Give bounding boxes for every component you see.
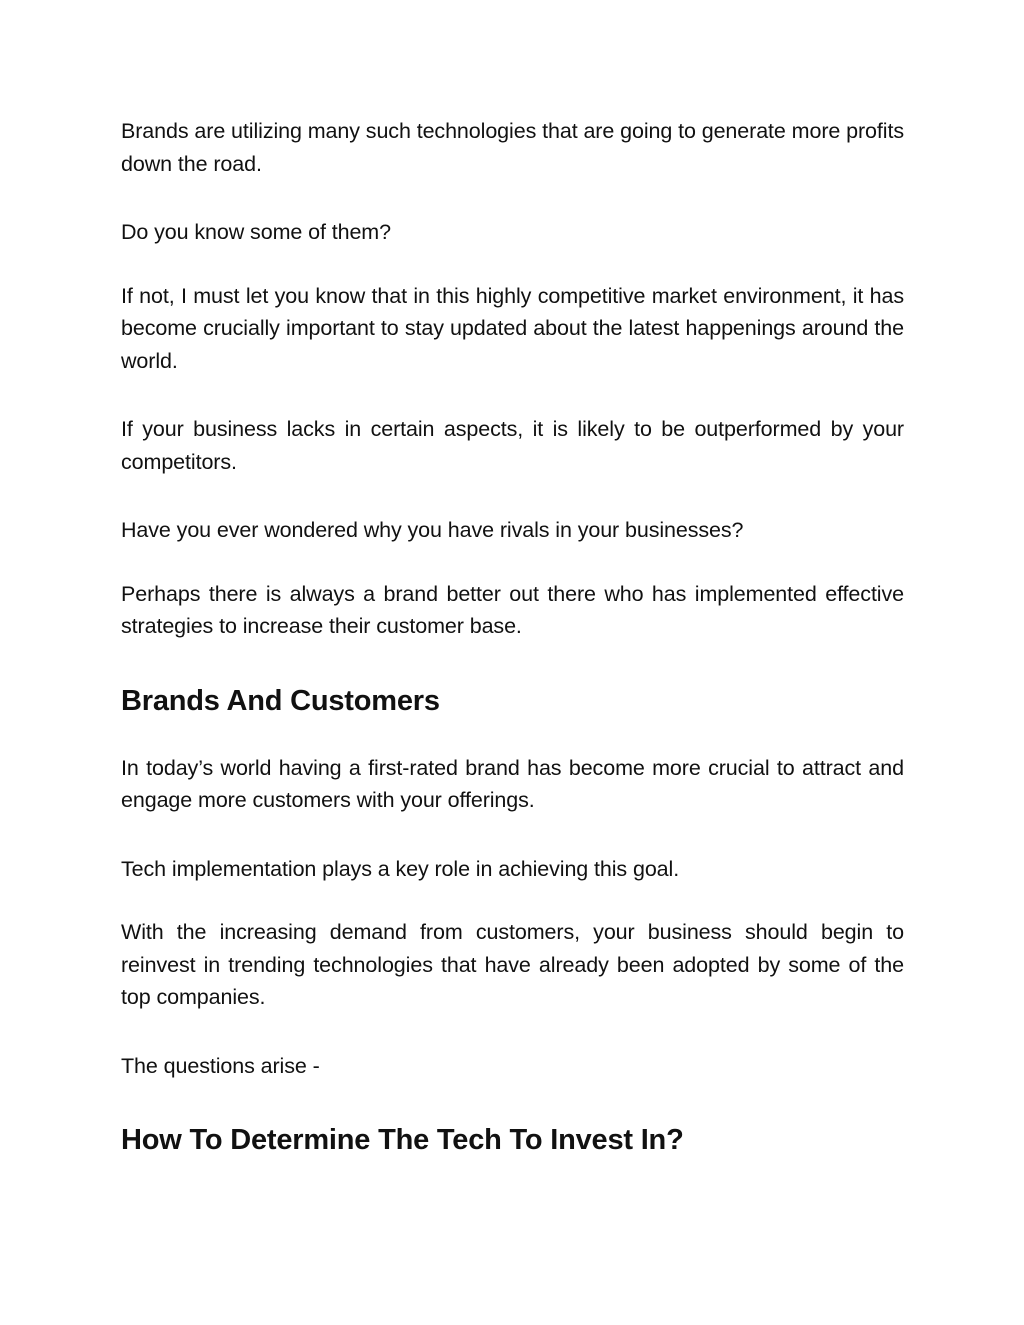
section-heading: How To Determine The Tech To Invest In? bbox=[121, 1124, 684, 1156]
paragraph: Perhaps there is always a brand better out there who has implemented effective strategies to increase their customer base. bbox=[121, 581, 904, 638]
document-page bbox=[121, 115, 904, 1158]
paragraph: If not, I must let you know that in this highly competitive market environment, it has become crucially important to stay updated about the latest happenings around the world. bbox=[121, 283, 904, 373]
paragraph: The questions arise - bbox=[121, 1053, 320, 1078]
paragraph: With the increasing demand from customers, your business should begin to reinvest in trending technologies that have already been adopted by some of the top companies. bbox=[121, 920, 904, 1009]
paragraph: In today’s world having a first-rated brand has become more crucial to attract and engage more customers with your offerings. bbox=[121, 755, 904, 812]
paragraph: Tech implementation plays a key role in achieving this goal. bbox=[121, 856, 680, 881]
paragraph: Have you ever wondered why you have rivals in your businesses? bbox=[121, 518, 744, 542]
paragraph: If your business lacks in certain aspects, it is likely to be outperformed by your competitors. bbox=[121, 417, 904, 474]
section-heading: Brands And Customers bbox=[121, 684, 440, 717]
paragraph: Brands are utilizing many such technologies that are going to generate more profits down the road. bbox=[121, 119, 904, 176]
paragraph: Do you know some of them? bbox=[121, 220, 391, 244]
